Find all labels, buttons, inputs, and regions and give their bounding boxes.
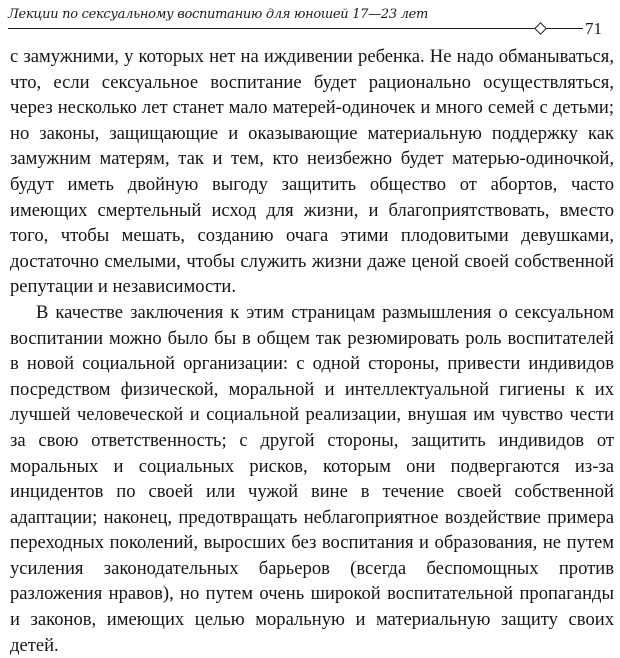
paragraph-continued: с замужними, у которых нет на иждивении ребенка. Не надо обманываться, что, если сексуальное воспитание будет рационально осуществляться, через несколько лет станет мало матерей-одиночек и много семей с детьми; но законы, защищающие и оказывающие материальную поддержку как замужним матерям, так и тем, кто неизбежно будет матерью-одиночкой, будут иметь двойную выгоду защитить общество от абортов, часто имеющих смертельный исход для жизни, и благоприятствовать, вместо того, чтобы мешать, созданию очага этими плодовитыми девушками, достаточно смелыми, чтобы служить жизни даже ценой своей собственной репутации и независимости. <box>10 46 614 298</box>
running-header-title: Лекции по сексуальному воспитанию для юношей 17—23 лет <box>8 7 429 22</box>
body-text <box>10 44 614 658</box>
paragraph-conclusion: В качестве заключения к этим страницам размышления о сексуальном воспитании можно было бы в общем так резюмировать роль воспитателей в новой социальной организации: с одной стороны, привести индивидов посредством физической, моральной и интеллектуальной гигиены к их лучшей человеческой и социальной реализации, внушая им чувство чести за свою ответственность; с другой стороны, защитить индивидов от моральных и социальных рисков, которым они подвергаются из-за инцидентов по своей или чужой вине в течение своей собственной адаптации; наконец, предотвращать неблагоприятное воздействие примера переходных поколений, выросших без воспитания и образования, не путем усиления законодательных барьеров (всегда беспомощных против разложения нравов), но путем очень широкой воспитательной пропаганды и законов, имеющих целью моральную и материальную защиту своих детей. <box>10 301 614 656</box>
running-header <box>8 6 608 36</box>
page-number: 71 <box>585 19 602 38</box>
header-rule <box>8 28 583 29</box>
diamond-ornament-icon <box>534 22 547 35</box>
